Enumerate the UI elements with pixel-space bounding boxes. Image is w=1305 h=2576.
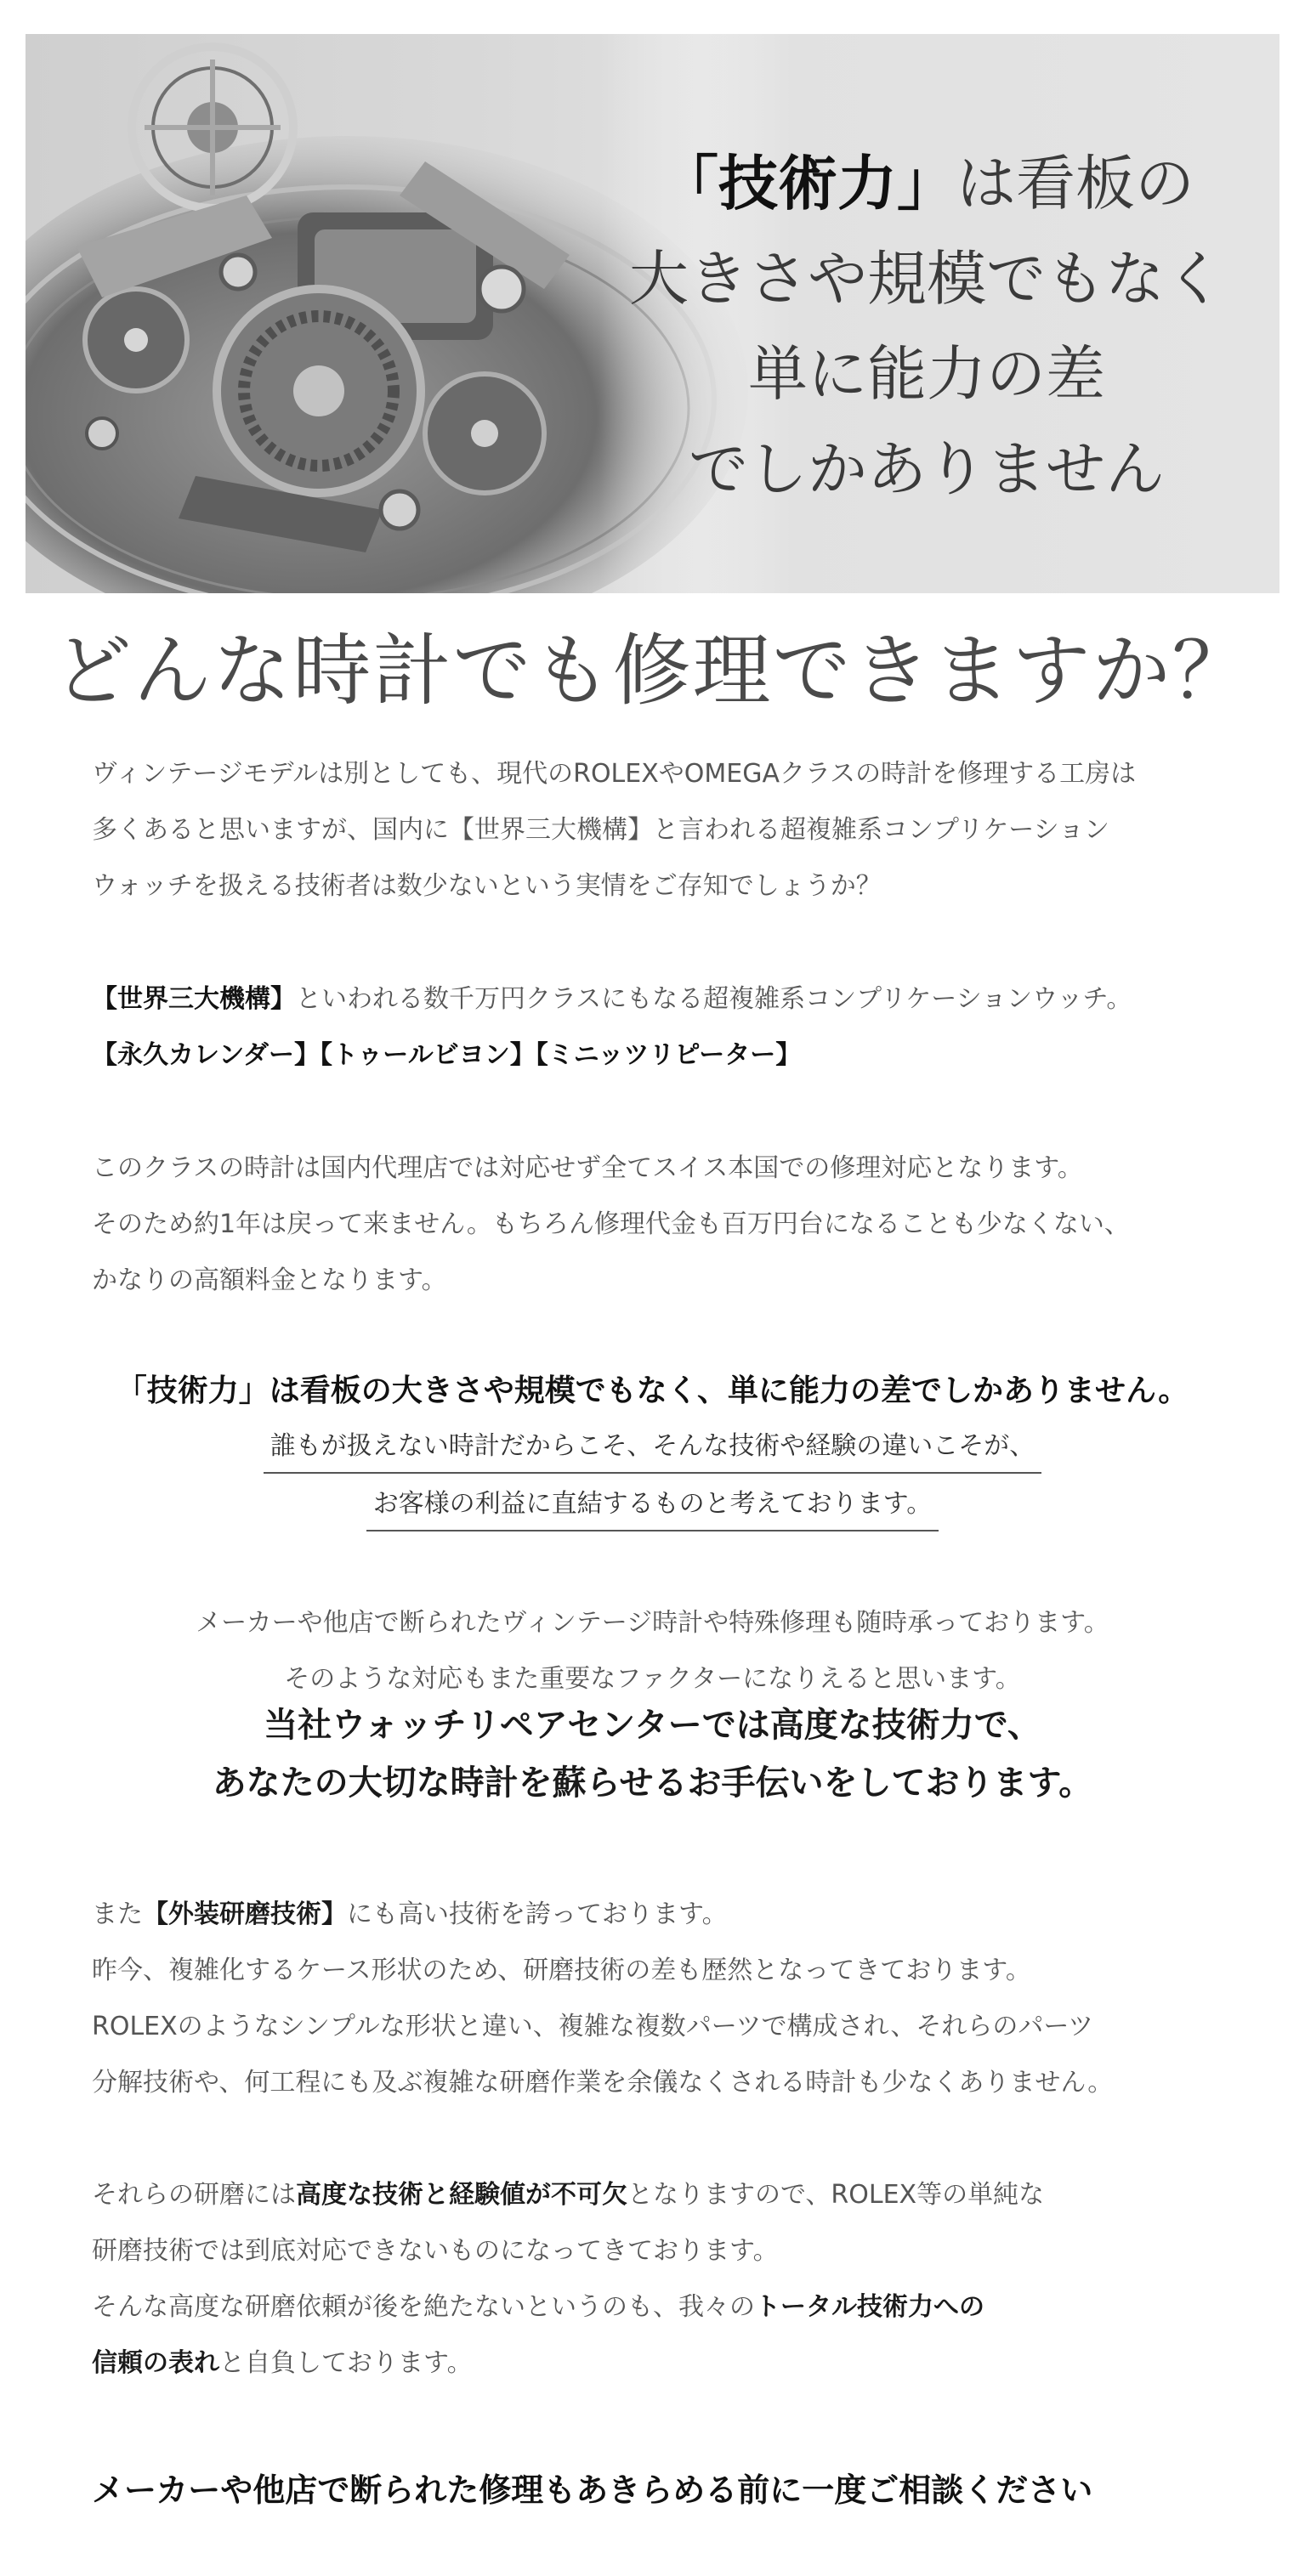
trust-highlight: トータル技術力への — [755, 2292, 984, 2322]
trust-text: と自負しております。 — [219, 2348, 473, 2378]
motto-heading: 「技術力」は看板の大きさや規模でもなく、単に能力の差でしかありません。 — [116, 1373, 1189, 1408]
hero-tagline-strong: 「技術力」 — [659, 149, 956, 218]
intro-line: ウォッチを扱える技術者は数少ないという実情をご存知でしょうか？ — [92, 871, 882, 901]
intro-line: ヴィンテージモデルは別としても、現代のROLEXやOMEGAクラスの時計を修理する工房は — [92, 759, 1137, 789]
trust-paragraph — [92, 2167, 1231, 2392]
mechanisms-lead-bold: 【世界三大機構】 — [92, 984, 296, 1014]
intro-paragraph — [92, 746, 1231, 914]
mechanisms-lead-text: といわれる数千万円クラスにもなる超複雑系コンプリケーションウッチ。 — [296, 984, 1132, 1014]
underlined-line: 誰もが扱えない時計だからこそ、そんな技術や経験の違いこそが、 — [264, 1421, 1041, 1474]
polish-text: にも高い技術を誇っております。 — [347, 1899, 728, 1929]
highlight-statement — [0, 1696, 1305, 1812]
trust-line: 研磨技術では到底対応できないものになってきております。 — [92, 2236, 779, 2266]
polish-line: ROLEXのようなシンプルな形状と違い、複雑な複数パーツで構成され、それらのパーツ — [92, 2012, 1094, 2041]
polish-text: また — [92, 1899, 143, 1929]
mechanisms-section — [92, 971, 1231, 1084]
hero-tagline-line2: 大きさや規模でもなく — [629, 244, 1224, 314]
hero-tagline-line1: は看板の — [956, 149, 1194, 218]
intro-line: 多くあると思いますが、国内に【世界三大機構】と言われる超複雑系コンプリケーション — [92, 815, 1109, 845]
trust-highlight: 信頼の表れ — [92, 2348, 219, 2378]
swiss-line: そのため約1年は戻って来ません。もちろん修理代金も百万円台になることも少なくない、 — [92, 1209, 1130, 1239]
swiss-line: かなりの高額料金となります。 — [92, 1265, 447, 1295]
mechanisms-lead — [92, 971, 1231, 1028]
polish-highlight: 【外装研磨技術】 — [143, 1899, 347, 1929]
closing-call-to-action: メーカーや他店で断られた修理もあきらめる前に一度ご相談ください — [92, 2471, 1093, 2509]
trust-text: それらの研磨には — [92, 2180, 296, 2210]
polish-line: 分解技術や、何工程にも及ぶ複雑な研磨作業を余儀なくされる時計も少なくありません。 — [92, 2068, 1114, 2098]
trust-text: そんな高度な研磨依頼が後を絶たないというのも、我々の — [92, 2292, 755, 2322]
mechanisms-list: 【永久カレンダー】【トゥールビヨン】【ミニッツリピーター】 — [92, 1040, 802, 1070]
hero-tagline — [587, 136, 1267, 517]
polish-line: 昨今、複雑化するケース形状のため、研磨技術の差も歴然となってきております。 — [92, 1956, 1031, 1985]
trust-text: となりますので、ROLEX等の単純な — [627, 2180, 1045, 2210]
page-title: どんな時計でも修理できますか？ — [53, 626, 1252, 716]
vintage-line: そのような対応もまた重要なファクターになりえると思います。 — [284, 1664, 1021, 1694]
highlight-line: 当社ウォッチリペアセンターでは高度な技術力で、 — [264, 1706, 1041, 1745]
vintage-paragraph — [0, 1595, 1305, 1707]
swiss-repair-paragraph — [92, 1141, 1231, 1309]
polishing-paragraph — [92, 1887, 1231, 2111]
swiss-line: このクラスの時計は国内代理店では対応せず全てスイス本国での修理対応となります。 — [92, 1153, 1083, 1183]
hero-tagline-line3: 単に能力の差 — [748, 339, 1105, 409]
trust-highlight: 高度な技術と経験値が不可欠 — [296, 2180, 627, 2210]
highlight-line: あなたの大切な時計を蘇らせるお手伝いをしております。 — [212, 1764, 1093, 1803]
hero-tagline-line4: でしかありません — [689, 434, 1165, 504]
underlined-statement — [0, 1421, 1305, 1531]
hero-banner — [26, 34, 1279, 593]
vintage-line: メーカーや他店で断られたヴィンテージ時計や特殊修理も随時承っております。 — [196, 1608, 1109, 1638]
underlined-line: お客様の利益に直結するものと考えております。 — [366, 1479, 939, 1531]
